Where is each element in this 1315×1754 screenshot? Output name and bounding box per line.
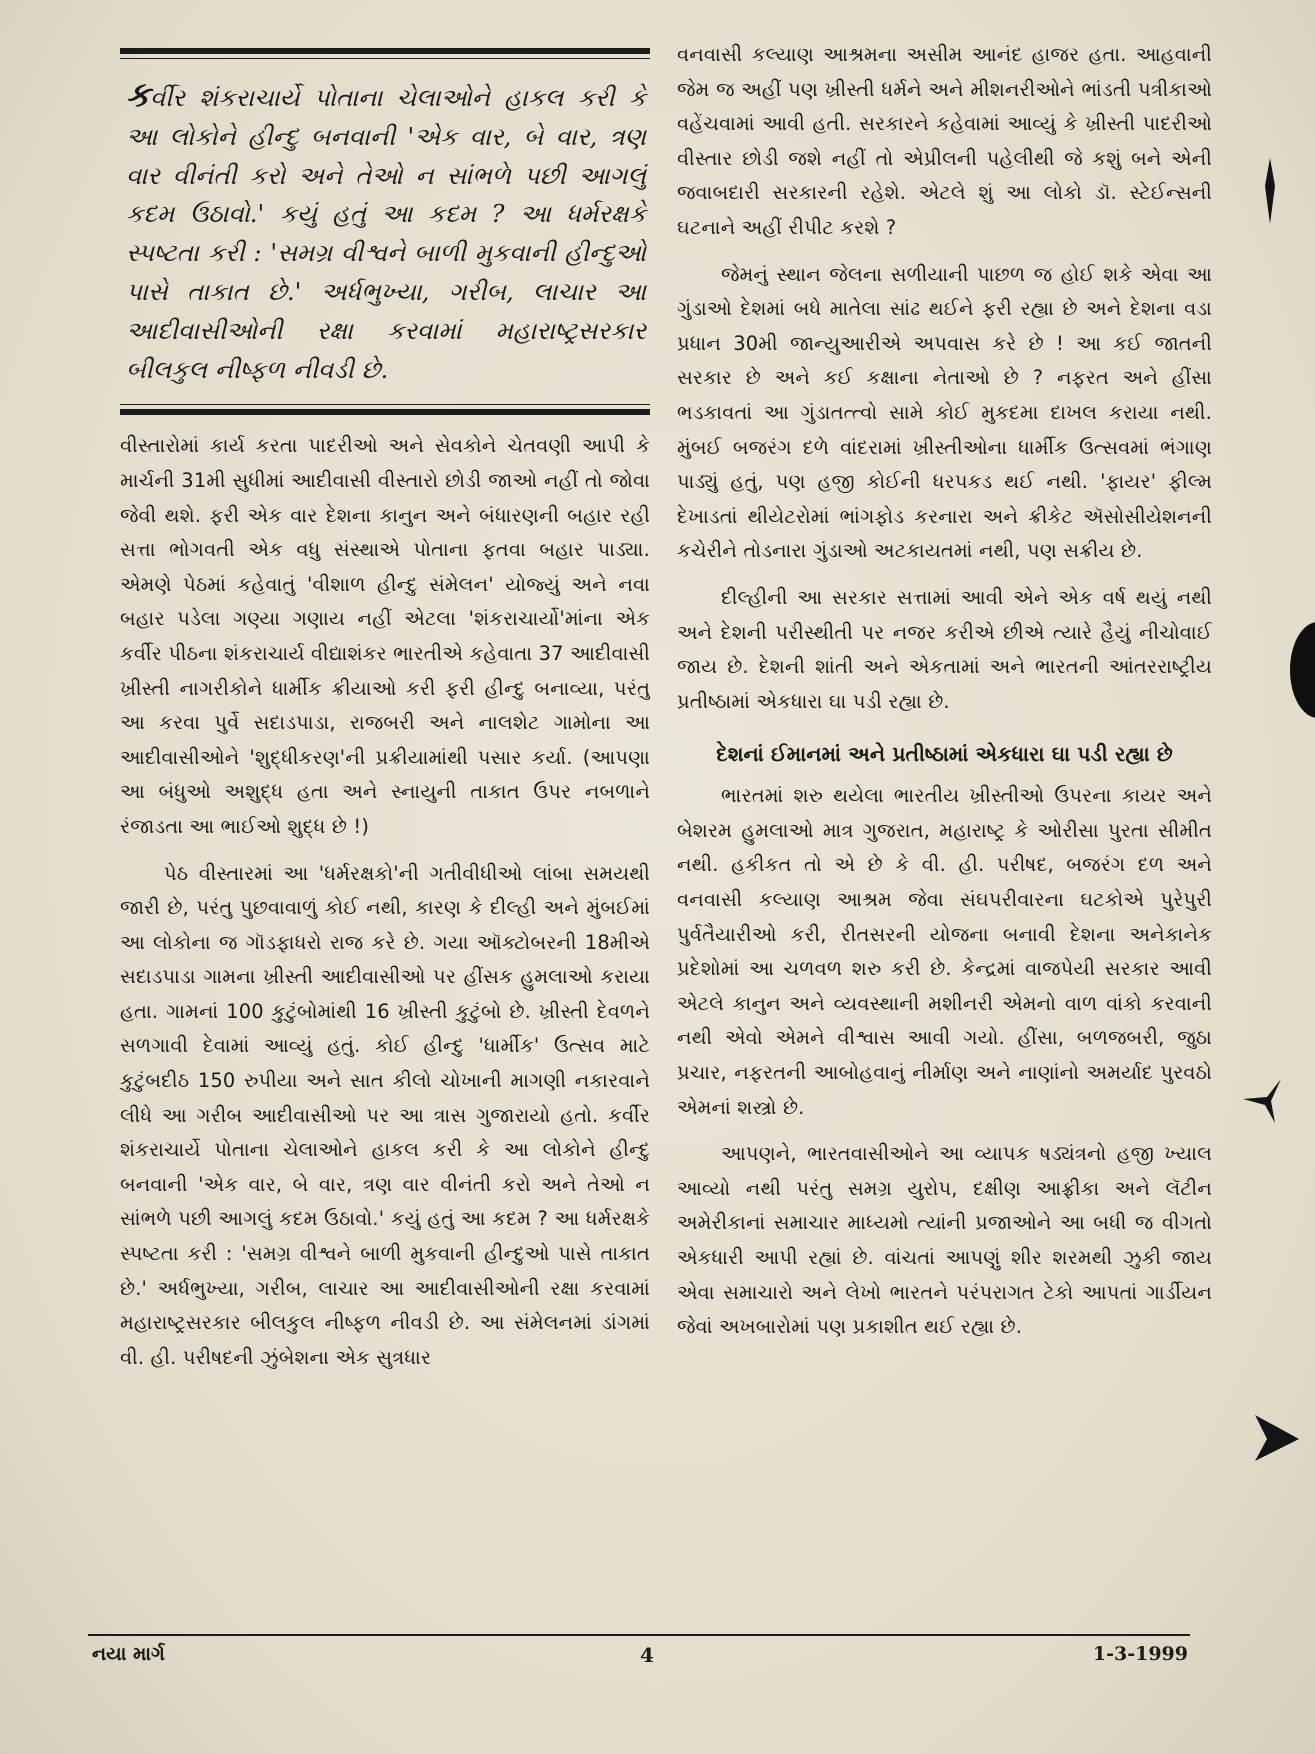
binder-hole-blot [1278, 615, 1315, 725]
right-paragraph-3: દીલ્હીની આ સરકાર સત્તામાં આવી એને એક વર્ષ થયું નથી અને દેશની પરીસ્થીતી પર નજર કરીએ છીએ ત્યારે હૈયું નીચોવાઈ જાય છે. દેશની શાંતી અને એકતામાં અને ભારતની આંતરરાષ્ટ્રીય પ્રતીષ્ઠામાં એકધારા ઘા પડી રહ્યા છે. [677, 585, 1212, 713]
footer-page-number: 4 [640, 1643, 654, 1667]
pull-quote-drop-cap: ક [126, 75, 151, 115]
section-heading: દેશનાં ઈમાનમાં અને પ્રતીષ્ઠામાં એકધારા ઘા પડી રહ્યા છે [716, 742, 1173, 767]
right-paragraph-4: ભારતમાં શરુ થયેલા ભારતીય ખ્રીસ્તીઓ ઉપરના કાયર અને બેશરમ હુમલાઓ માત્ર ગુજરાત, મહારાષ્ટ્ર કે ઓરીસા પુરતા સીમીત નથી. હકીકત તો એ છે કે વી. હી. પરીષદ, બજરંગ દળ અને વનવાસી કલ્યાણ આશ્રમ જેવા સંઘપરીવારના ઘટકોએ પુરેપુરી પુર્વતૈયારીઓ કરી, રીતસરની યોજના બનાવી દેશના અનેકાનેક પ્રદેશોમાં આ ચળવળ શરુ કરી છે. કેન્દ્રમાં વાજપેયી સરકાર આવી એટલે કાનુન અને વ્યવસ્થાની મશીનરી એમનો વાળ વાંકો કરવાની નથી એવો એમને વીશ્વાસ આવી ગયો. હીંસા, બળજબરી, જુઠા પ્રચાર, નફરતની આબોહવાનું નીર્માણ અને નાણાંનો અમર્યાદ પુરવઠો એમનાં શસ્ત્રો છે. [677, 784, 1212, 1119]
right-paragraph-5: આપણને, ભારતવાસીઓને આ વ્યાપક ષડ્યંત્રનો હજી ખ્યાલ આવ્યો નથી પરંતુ સમગ્ર યુરોપ, દક્ષીણ આફ્રીકા અને લૅટીન અમેરીકાનાં સમાચાર માધ્યમો ત્યાંની પ્રજાઓને આ બધી જ વીગતો એકધારી આપી રહ્યાં છે. વાંચતાં આપણું શીર શરમથી ઝુકી જાય એવા સમાચારો અને લેખો ભારતને પરંપરાગત ટેકો આપતાં ગાર્ડીયન જેવાં અખબારોમાં પણ પ્રકાશીત થઈ રહ્યા છે. [677, 1142, 1212, 1339]
pull-quote-body: ર્વીર શંકરાચાર્યે પોતાના ચેલાઓને હાકલ કરી કે આ લોકોને હીન્દુ બનવાની 'એક વાર, બે વાર, ત્રણ વાર વીનંતી કરો અને તેઓ ન સાંભળે પછી આગલું કદમ ઉઠાવો.' કયું હતું આ કદમ ? આ ધર્મરક્ષકે સ્પષ્ટતા કરી : 'સમગ્ર વીશ્વને બાળી મુકવાની હીન્દુઓ પાસે તાકાત છે.' અર્ધભુખ્યા, ગરીબ, લાચાર આ આદીવાસીઓની રક્ષા કરવામાં મહારાષ્ટ્રસરકાર બીલકુલ નીષ્ફળ નીવડી છે. [126, 83, 646, 384]
pull-quote-text [126, 76, 646, 389]
right-paragraph-2: જેમનું સ્થાન જેલના સળીયાની પાછળ જ હોઈ શકે એવા આ ગુંડાઓ દેશમાં બધે માતેલા સાંઢ થઈને ફરી રહ્યા છે અને દેશના વડા પ્રધાન 30મી જાન્યુઆરીએ અપવાસ કરે છે ! આ કઈ જાતની સરકાર છે અને કઈ કક્ષાના નેતાઓ છે ? નફરત અને હીંસા ભડકાવતાં આ ગુંડાતત્ત્વો સામે કોઈ મુકદમા દાખલ કરાયા નથી. મુંબઈ બજરંગ દળે વાંદરામાં ખ્રીસ્તીઓના ધાર્મીક ઉત્સવમાં ભંગાણ પાડ્યું હતું, પણ હજી કોઈની ધરપકડ થઈ નથી. 'ફાયર' ફીલ્મ દેખાડતાં થીયેટરોમાં ભાંગફોડ કરનારા અને ક્રીકેટ ઍસોસીયેશનની કચેરીને તોડનારા ગુંડાઓ અટકાયતમાં નથી, પણ સક્રીય છે. [677, 262, 1212, 563]
left-paragraph-1: વીસ્તારોમાં કાર્ય કરતા પાદરીઓ અને સેવકોને ચેતવણી આપી કે માર્ચની 31મી સુધીમાં આદીવાસી વીસ્તારો છોડી જાઓ નહીં તો જોવા જેવી થશે. ફરી એક વાર દેશના કાનુન અને બંધારણની બહાર રહી સત્તા ભોગવતી એક વધુ સંસ્થાએ પોતાના ફતવા બહાર પાડ્યા. એમણે પેઠમાં કહેવાતું 'વીશાળ હીન્દુ સંમેલન' યોજ્યું અને નવા બહાર પડેલા ગણ્યા ગણાય નહીં એટલા 'શંકરાચાર્યો'માંના એક કર્વીર પીઠના શંકરાચાર્ય વીદ્યાશંકર ભારતીએ કહેવાતા 37 આદીવાસી ખ્રીસ્તી નાગરીકોને ધાર્મીક ક્રીયાઓ કરી ફરી હીન્દુ બનાવ્યા, પરંતુ આ કરવા પુર્વે સદાડપાડા, રાજબરી અને નાલશેટ ગામોના આ આદીવાસીઓને 'શુદ્ધીકરણ'ની પ્રક્રીયામાંથી પસાર કર્યા. (આપણા આ બંધુઓ અશુદ્ધ હતા અને સ્નાયુની તાકાત ઉપર નબળાને રંજાડતા આ ભાઈઓ શુદ્ધ છે !) [120, 434, 650, 838]
footer-rule [88, 1634, 1190, 1636]
left-paragraph-2: પેઠ વીસ્તારમાં આ 'ધર્મરક્ષકો'ની ગતીવીધીઓ લાંબા સમયથી જારી છે, પરંતુ પુછવાવાળું કોઈ નથી, કારણ કે દીલ્હી અને મુંબઈમાં આ લોકોના જ ગૉડફાધરો રાજ કરે છે. ગયા ઑક્ટોબરની 18મીએ સદાડપાડા ગામના ખ્રીસ્તી આદીવાસીઓ પર હીંસક હુમલાઓ કરાયા હતા. ગામનાં 100 કુટુંબોમાંથી 16 ખ્રીસ્તી કુટુંબો છે. ખ્રીસ્તી દેવળને સળગાવી દેવામાં આવ્યું હતું. કોઈ હીન્દુ 'ધાર્મીક' ઉત્સવ માટે કુટુંબદીઠ 150 રુપીયા અને સાત કીલો ચોખાની માગણી નકારવાને લીધે આ ગરીબ આદીવાસીઓ પર આ ત્રાસ ગુજારાયો હતો. કર્વીર શંકરાચાર્યે પોતાના ચેલાઓને હાકલ કરી કે આ લોકોને હીન્દુ બનવાની 'એક વાર, બે વાર, ત્રણ વાર વીનંતી કરો અને તેઓ ન સાંભળે પછી આગલું કદમ ઉઠાવો.' કયું હતું આ કદમ ? આ ધર્મરક્ષકે સ્પષ્ટતા કરી : 'સમગ્ર વીશ્વને બાળી મુકવાની હીન્દુઓ પાસે તાકાત છે.' અર્ધભુખ્યા, ગરીબ, લાચાર આ આદીવાસીઓની રક્ષા કરવામાં મહારાષ્ટ્રસરકાર બીલકુલ નીષ્ફળ નીવડી છે. આ સંમેલનમાં ડાંગમાં વી. હી. પરીષદની ઝુંબેશના એક સુત્રધાર [120, 861, 650, 1369]
pull-quote [120, 48, 650, 415]
footer-publication: નયા માર્ગ [92, 1643, 165, 1665]
right-column [677, 38, 1212, 1345]
binder-hole-mark-middle [1237, 1075, 1287, 1125]
binder-hole-mark-top [1255, 158, 1285, 228]
left-column [120, 38, 650, 1375]
binder-hole-mark-bottom [1253, 1413, 1303, 1463]
right-paragraph-1: વનવાસી કલ્યાણ આશ્રમના અસીમ આનંદ હાજર હતા. આહવાની જેમ જ અહીં પણ ખ્રીસ્તી ધર્મને અને મીશનરીઓને ભાંડતી પત્રીકાઓ વહેંચવામાં આવી હતી. સરકારને કહેવામાં આવ્યું કે ખ્રીસ્તી પાદરીઓ વીસ્તાર છોડી જશે નહીં તો એપ્રીલની પહેલીથી જે કશું બને એની જવાબદારી સરકારની રહેશે. એટલે શું આ લોકો ડૉ. સ્ટેઈન્સની ઘટનાને અહીં રીપીટ કરશે ? [677, 43, 1212, 239]
footer-date: 1-3-1999 [1092, 1643, 1188, 1665]
